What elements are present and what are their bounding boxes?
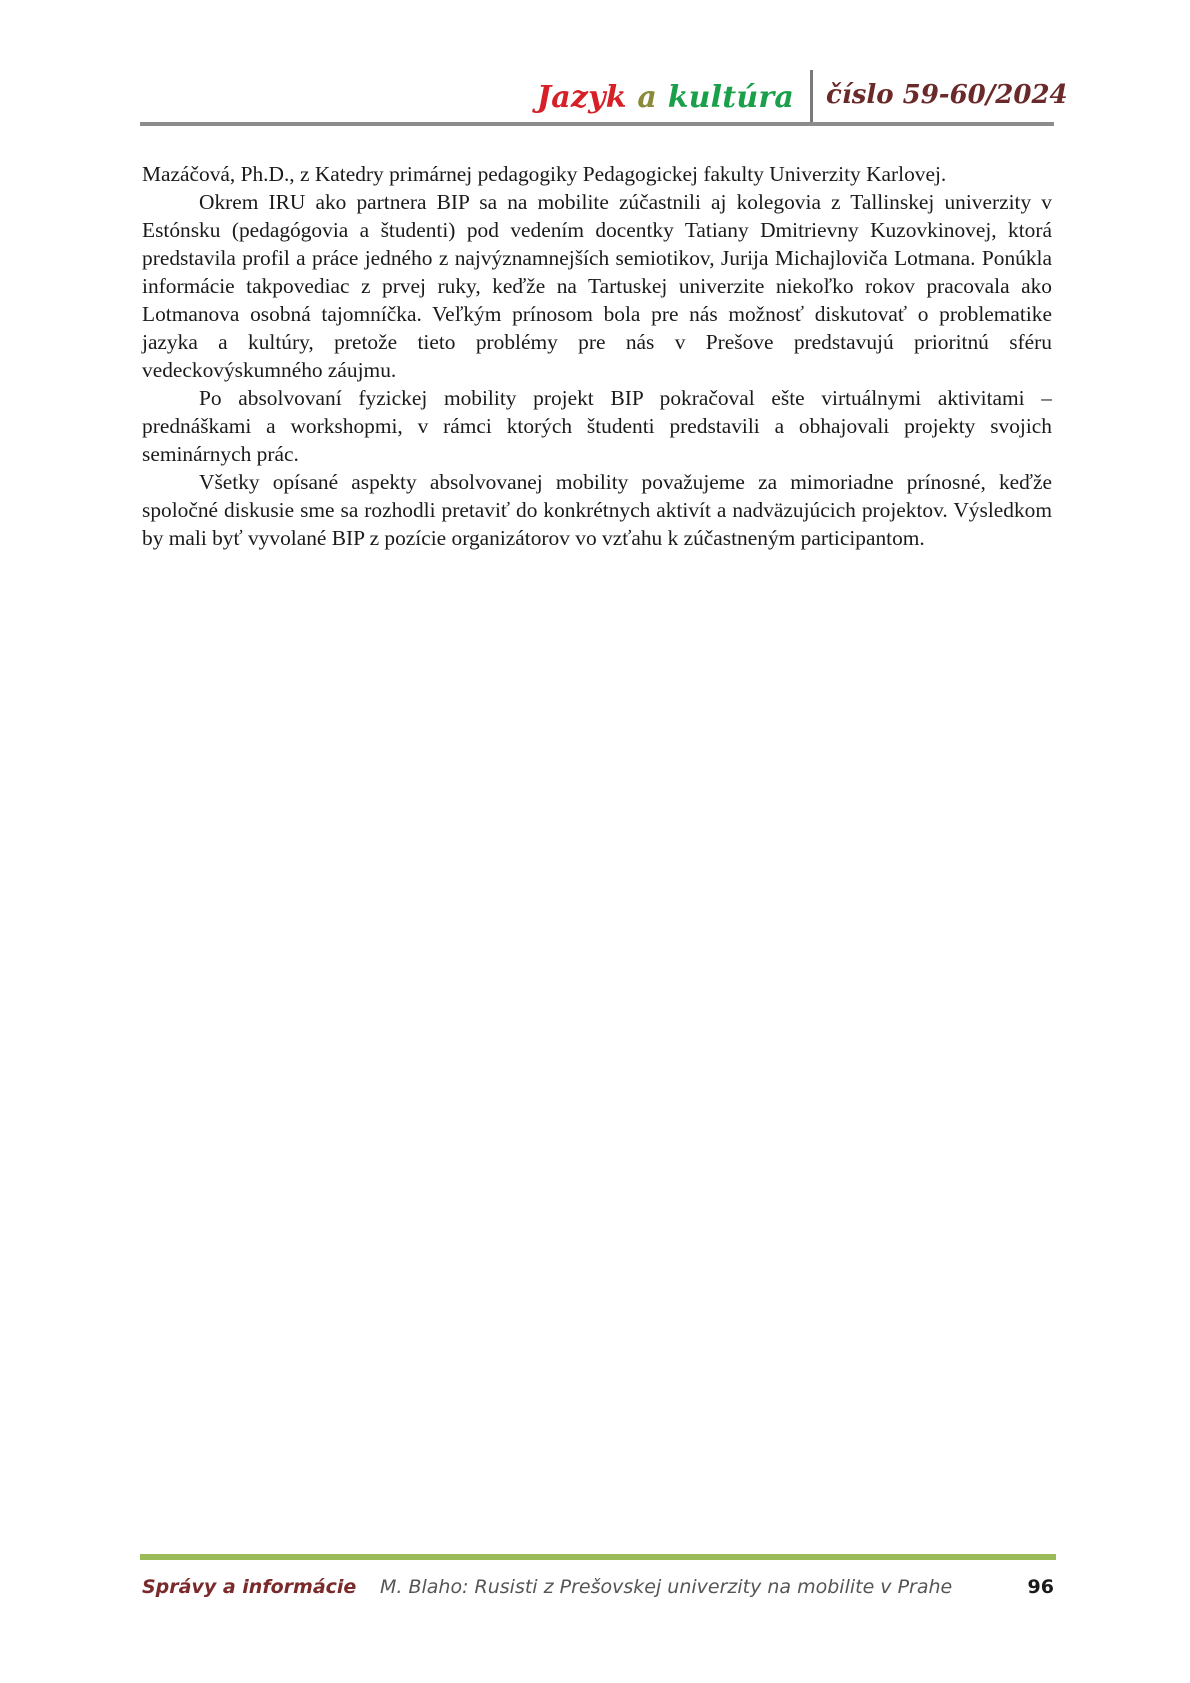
header-divider <box>810 70 813 124</box>
issue-label: číslo 59-60/2024 <box>826 80 1068 110</box>
paragraph: Všetky opísané aspekty absolvovanej mobility považujeme za mimoriadne prínosné, keďže spoločné diskusie sme sa rozhodli pretaviť do konkrétnych aktivít a nadväzujúcich projektov. Výsledkom by mali byť vyvolané BIP z pozície organizátorov vo vzťahu k zúčastneným participantom. <box>142 470 1052 550</box>
page-header <box>140 70 1068 126</box>
page-footer <box>142 1576 1054 1606</box>
paragraph: Okrem IRU ako partnera BIP sa na mobilite zúčastnili aj kolegovia z Tallinskej univerzity v Estónsku (pedagógovia a študenti) pod vedením docentky Tatiany Dmitrievny Kuzovkinovej, ktorá predstavila profil a práce jedného z najvýznamnejších semiotikov, Jurija Michajloviča Lotmana. Ponúkla informácie takpovediac z prvej ruky, keďže na Tartuskej univerzite niekoľko rokov pracovala ako Lotmanova osobná tajomníčka. Veľkým prínosom bola pre nás možnosť diskutovať o problematike jazyka a kultúry, pretože tieto problémy pre nás v Prešove predstavujú prioritnú sféru vedeckovýskumného záujmu. <box>142 190 1052 382</box>
footer-section-title: Správy a informácie <box>142 1576 357 1598</box>
article-body <box>142 160 1052 552</box>
footer-article-reference: M. Blaho: Rusisti z Prešovskej univerzity na mobilite v Prahe <box>380 1576 953 1598</box>
paragraph: Po absolvovaní fyzickej mobility projekt BIP pokračoval ešte virtuálnymi aktivitami – prednáškami a workshopmi, v rámci ktorých študenti predstavili a obhajovali projekty svojich seminárnych prác. <box>142 386 1052 466</box>
paragraph: Mazáčová, Ph.D., z Katedry primárnej pedagogiky Pedagogickej fakulty Univerzity Karlovej. <box>142 162 947 186</box>
journal-title-word-jazyk: Jazyk <box>536 80 627 115</box>
footer-rule <box>140 1554 1056 1560</box>
header-rule <box>140 122 1054 126</box>
journal-title-word-a: a <box>637 80 658 115</box>
page-number: 96 <box>1027 1576 1054 1598</box>
journal-title <box>537 80 794 115</box>
journal-title-word-kultura: kultúra <box>667 80 794 115</box>
